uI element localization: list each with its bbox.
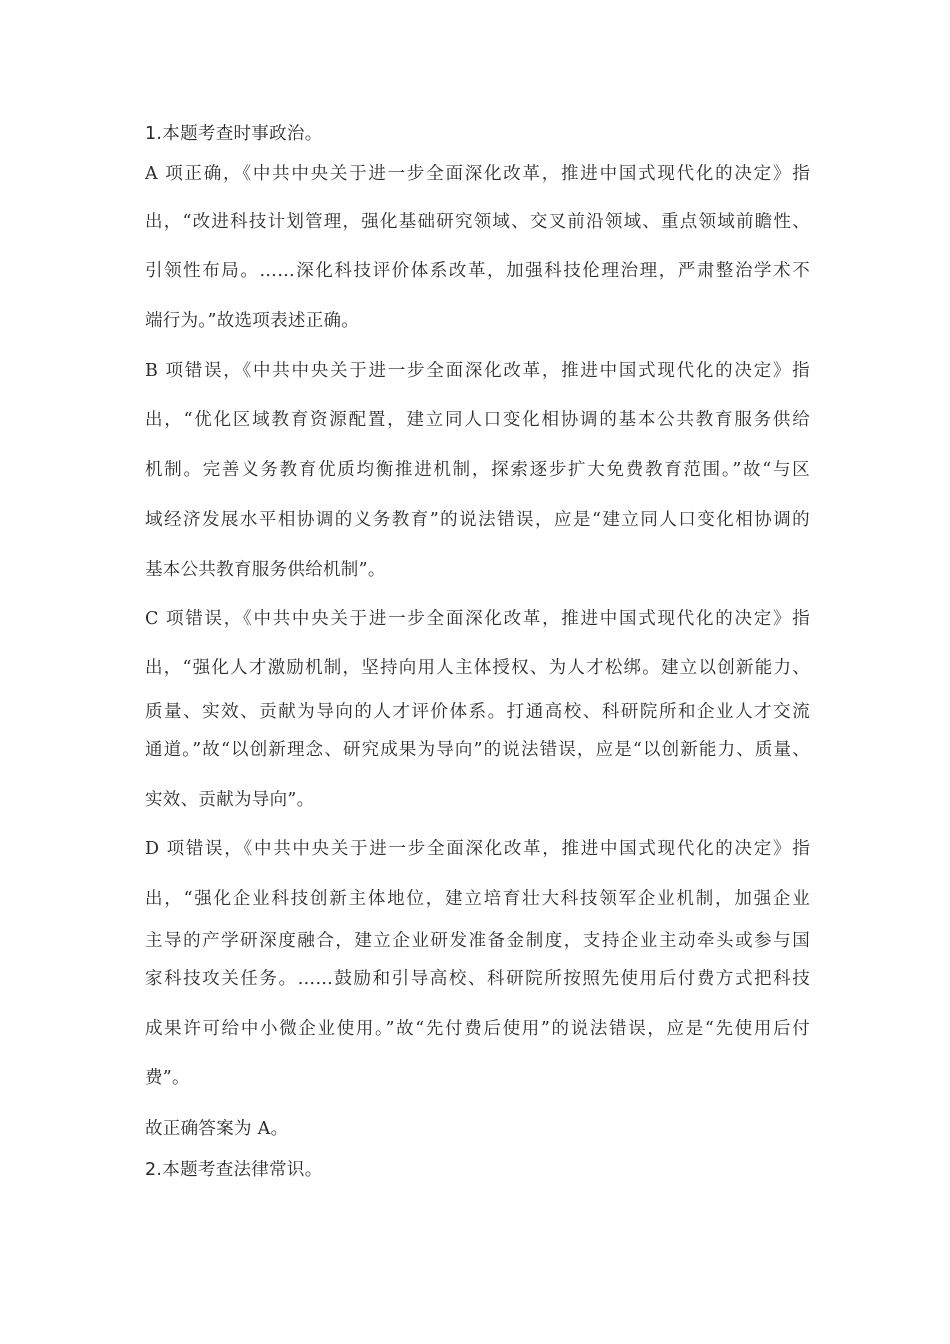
option-d-line: 家科技攻关任务。……鼓励和引导高校、科研院所按照先使用后付费方式把科技 [145, 969, 810, 989]
option-c-line: C 项错误，《中共中央关于进一步全面深化改革，推进中国式现代化的决定》指 [145, 609, 810, 629]
question-2-heading: 2.本题考查法律常识。 [145, 1160, 323, 1180]
option-c-line: 通道。”故“以创新理念、研究成果为导向”的说法错误，应是“以创新能力、质量、 [145, 740, 810, 760]
option-c-line: 出，“强化人才激励机制，坚持向用人主体授权、为人才松绑。建立以创新能力、 [145, 658, 810, 678]
option-a-line: A 项正确，《中共中央关于进一步全面深化改革，推进中国式现代化的决定》指 [145, 164, 810, 184]
option-a-line: 出，“改进科技计划管理，强化基础研究领域、交叉前沿领域、重点领域前瞻性、 [145, 212, 810, 232]
option-b-line: B 项错误，《中共中央关于进一步全面深化改革，推进中国式现代化的决定》指 [145, 361, 810, 381]
option-d-line: 出，“强化企业科技创新主体地位，建立培育壮大科技领军企业机制，加强企业 [145, 889, 810, 909]
option-d-line: 主导的产学研深度融合，建立企业研发准备金制度，支持企业主动牵头或参与国 [145, 931, 810, 951]
option-b-line: 基本公共教育服务供给机制”。 [145, 560, 386, 580]
option-b-line: 出，“优化区域教育资源配置，建立同人口变化相协调的基本公共教育服务供给 [145, 410, 810, 430]
option-a-line: 引领性布局。……深化科技评价体系改革，加强科技伦理治理，严肃整治学术不 [145, 261, 810, 281]
option-a-line: 端行为。”故选项表述正确。 [145, 311, 360, 331]
option-d-line: 费”。 [145, 1068, 190, 1088]
option-b-line: 域经济发展水平相协调的义务教育”的说法错误，应是“建立同人口变化相协调的 [145, 510, 810, 530]
option-c-line: 质量、实效、贡献为导向的人才评价体系。打通高校、科研院所和企业人才交流 [145, 702, 810, 722]
question-1-answer: 故正确答案为 A。 [145, 1119, 289, 1139]
option-c-line: 实效、贡献为导向”。 [145, 790, 315, 810]
option-d-line: 成果许可给中小微企业使用。”故“先付费后使用”的说法错误，应是“先使用后付 [145, 1019, 810, 1039]
option-b-line: 机制。完善义务教育优质均衡推进机制，探索逐步扩大免费教育范围。”故“与区 [145, 460, 810, 480]
option-d-line: D 项错误，《中共中央关于进一步全面深化改革，推进中国式现代化的决定》指 [145, 839, 810, 859]
question-1-heading: 1.本题考查时事政治。 [145, 124, 323, 144]
